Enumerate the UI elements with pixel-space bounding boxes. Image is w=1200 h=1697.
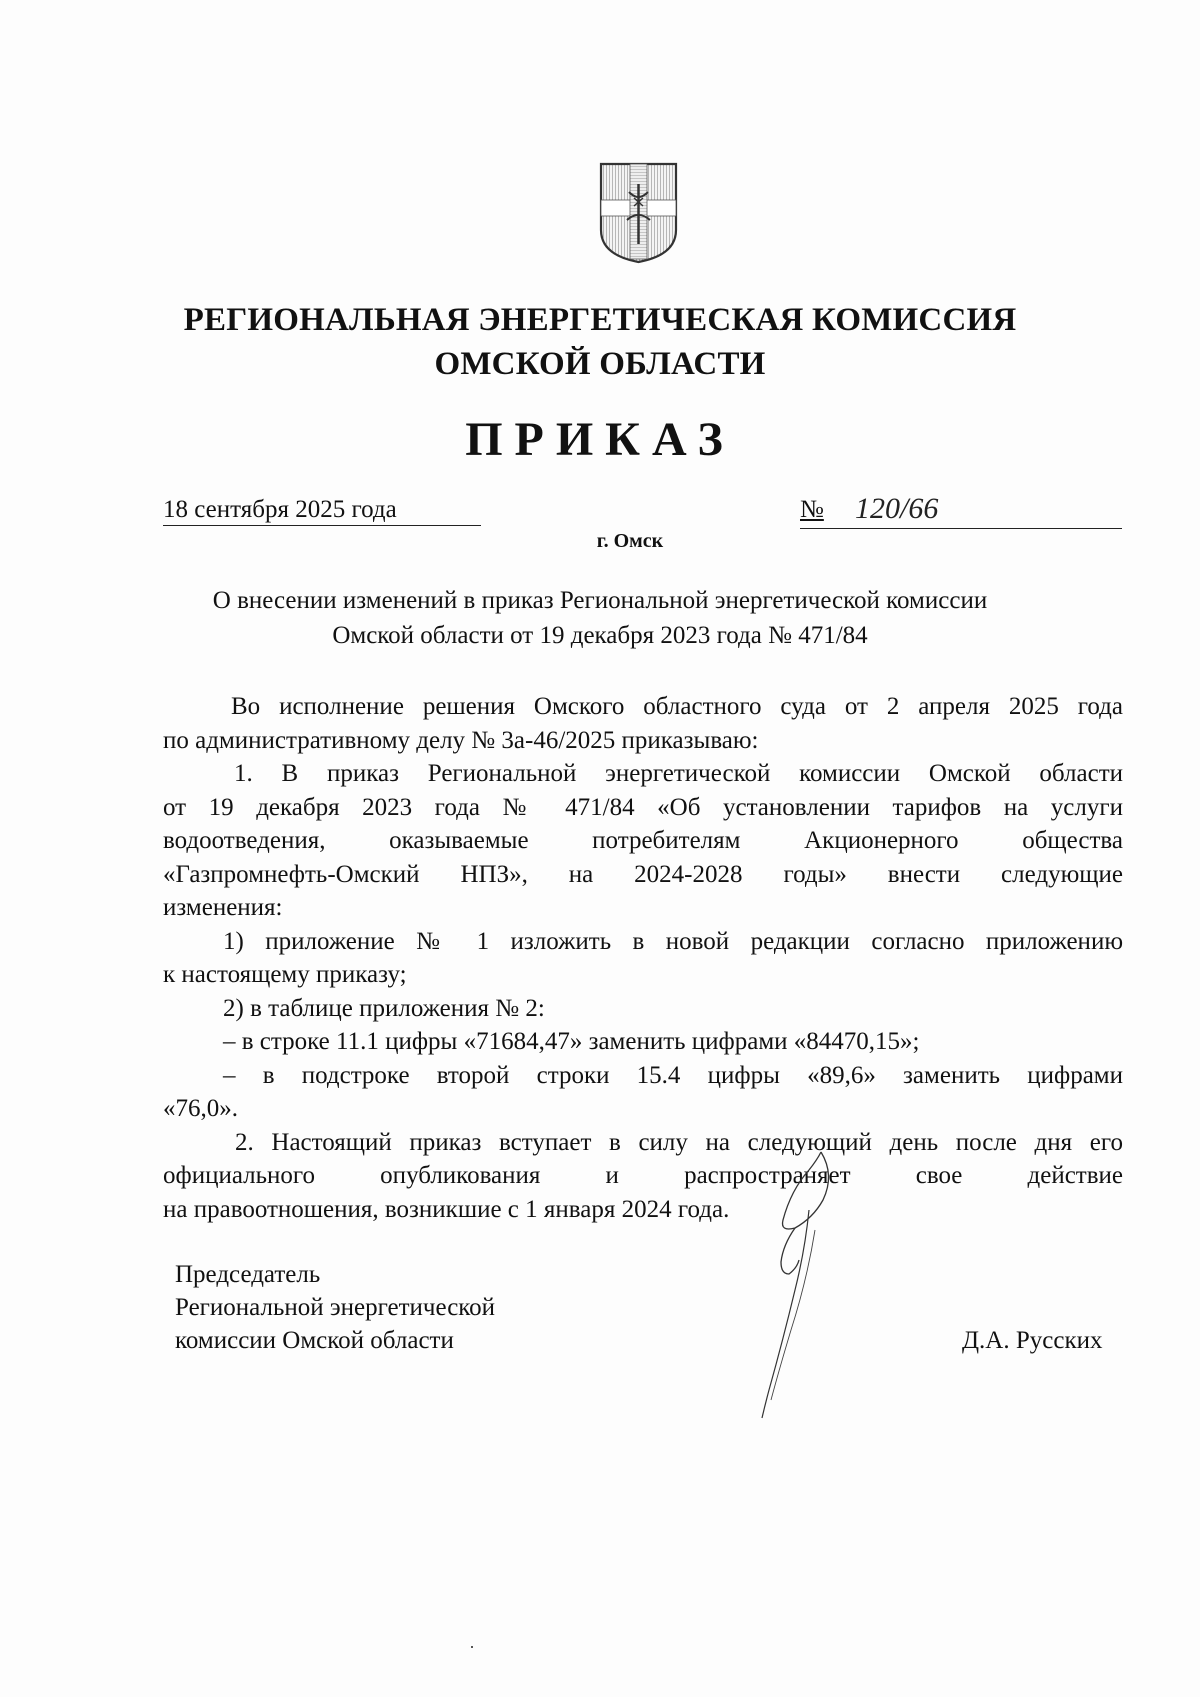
body-line: 2) в таблице приложения № 2: [223, 994, 545, 1022]
document-city: г. Омск [596, 530, 664, 552]
body-line: водоотведения, оказываемые потребителям Акционерного общества [163, 827, 1123, 854]
body-line: Во исполнение решения Омского областного суда от 2 апреля 2025 года [231, 693, 1123, 720]
signer-position [175, 1258, 495, 1357]
body-line: изменения: [163, 894, 283, 921]
body-line: по административному делу № 3а-46/2025 приказываю: [163, 726, 759, 754]
body-line: на правоотношения, возникшие с 1 января 2024 года. [163, 1195, 730, 1223]
handwritten-number-icon [850, 488, 1000, 528]
handwritten-signature-icon [725, 1150, 845, 1430]
signer-position-line-1: Председатель [175, 1261, 321, 1288]
scan-dot [471, 1646, 473, 1648]
org-title-line-2: ОМСКОЙ ОБЛАСТИ [434, 346, 766, 382]
body-line: – в строке 11.1 цифры «71684,47» заменить цифрами «84470,15»; [223, 1028, 920, 1055]
document-date: 18 сентября 2025 года [163, 496, 481, 526]
signer-position-line-3: комиссии Омской области [175, 1327, 454, 1354]
signer-position-line-2: Региональной энергетической [175, 1294, 496, 1321]
document-type-title: ПРИКАЗ [465, 413, 735, 466]
omsk-coat-of-arms-icon [597, 160, 680, 265]
order-body [163, 690, 1123, 1226]
org-title-line-1: РЕГИОНАЛЬНАЯ ЭНЕРГЕТИЧЕСКАЯ КОМИССИЯ [183, 302, 1017, 338]
body-line: к настоящему приказу; [163, 961, 407, 988]
body-line: от 19 декабря 2023 года № 471/84 «Об установлении тарифов на услуги [163, 793, 1123, 821]
handwritten-number: 120/66 [855, 492, 939, 525]
document-number [800, 492, 1122, 529]
body-line: «76,0». [163, 1095, 238, 1122]
body-line: – в подстроке второй строки 15.4 цифры «89,6» заменить цифрами [223, 1061, 1123, 1089]
subject-line-1: О внесении изменений в приказ Региональной энергетической комиссии [212, 587, 988, 614]
number-label: № [800, 496, 824, 523]
body-line: «Газпромнефть-Омский НПЗ», на 2024-2028 годы» внести следующие [163, 860, 1123, 888]
body-line: 1. В приказ Региональной энергетической комиссии Омской области [234, 760, 1123, 787]
body-line: 2. Настоящий приказ вступает в силу на следующий день после дня его [235, 1128, 1123, 1156]
signer-name: Д.А. Русских [962, 1327, 1103, 1354]
body-line: официального опубликования и распространяет свое действие [163, 1162, 1123, 1189]
subject-line-2: Омской области от 19 декабря 2023 года № 471/84 [332, 622, 868, 649]
body-line: 1) приложение № 1 изложить в новой редакции согласно приложению [223, 927, 1123, 955]
